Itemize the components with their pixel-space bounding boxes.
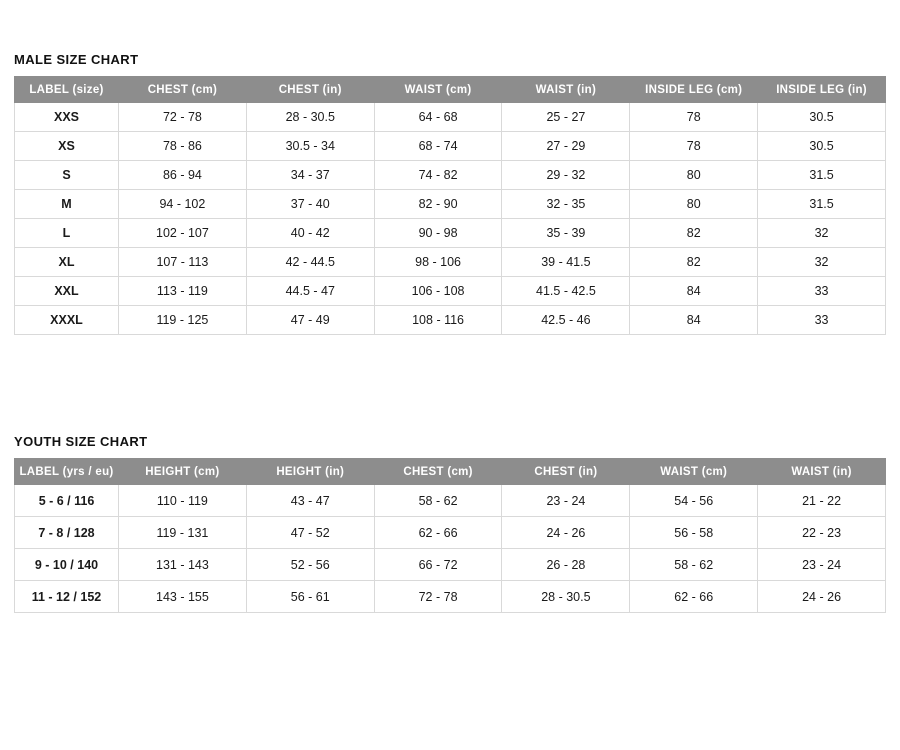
cell-inside-leg-cm: 84 [630,306,758,335]
cell-chest-in: 42 - 44.5 [246,248,374,277]
cell-waist-cm: 74 - 82 [374,161,502,190]
cell-waist-cm: 108 - 116 [374,306,502,335]
cell-inside-leg-in: 31.5 [758,161,886,190]
table-row [15,549,886,581]
row-label: 5 - 6 / 116 [15,485,119,517]
cell-inside-leg-cm: 80 [630,190,758,219]
cell-inside-leg-in: 30.5 [758,132,886,161]
table-row [15,517,886,549]
cell-waist-in: 27 - 29 [502,132,630,161]
cell-height-cm: 143 - 155 [119,581,247,613]
youth-size-table [14,458,886,613]
youth-chart-title: YOUTH SIZE CHART [14,434,148,449]
cell-waist-in: 25 - 27 [502,103,630,132]
cell-chest-cm: 78 - 86 [119,132,247,161]
cell-inside-leg-cm: 78 [630,132,758,161]
table-row [15,161,886,190]
cell-waist-cm: 90 - 98 [374,219,502,248]
cell-inside-leg-cm: 78 [630,103,758,132]
cell-height-cm: 131 - 143 [119,549,247,581]
column-header-inside-leg-cm: INSIDE LEG (cm) [630,77,758,103]
cell-chest-cm: 107 - 113 [119,248,247,277]
male-size-chart-block [14,52,886,335]
cell-waist-in: 23 - 24 [758,549,886,581]
table-row [15,277,886,306]
row-label: 9 - 10 / 140 [15,549,119,581]
cell-chest-cm: 113 - 119 [119,277,247,306]
cell-height-in: 56 - 61 [246,581,374,613]
cell-waist-in: 29 - 32 [502,161,630,190]
cell-inside-leg-cm: 82 [630,248,758,277]
cell-chest-cm: 72 - 78 [119,103,247,132]
column-header-height-in: HEIGHT (in) [246,459,374,485]
cell-waist-in: 32 - 35 [502,190,630,219]
table-row [15,306,886,335]
cell-chest-in: 34 - 37 [246,161,374,190]
male-table-header [15,77,886,103]
cell-chest-in: 28 - 30.5 [246,103,374,132]
column-header-inside-leg-in: INSIDE LEG (in) [758,77,886,103]
cell-waist-cm: 98 - 106 [374,248,502,277]
cell-waist-cm: 56 - 58 [630,517,758,549]
cell-waist-in: 21 - 22 [758,485,886,517]
column-header-waist-cm: WAIST (cm) [630,459,758,485]
cell-inside-leg-in: 31.5 [758,190,886,219]
column-header-chest-cm: CHEST (cm) [374,459,502,485]
cell-waist-in: 22 - 23 [758,517,886,549]
cell-waist-cm: 106 - 108 [374,277,502,306]
cell-waist-in: 42.5 - 46 [502,306,630,335]
cell-height-in: 52 - 56 [246,549,374,581]
cell-chest-in: 40 - 42 [246,219,374,248]
male-size-table [14,76,886,335]
cell-chest-cm: 58 - 62 [374,485,502,517]
cell-waist-in: 41.5 - 42.5 [502,277,630,306]
cell-chest-in: 47 - 49 [246,306,374,335]
row-label: XL [15,248,119,277]
column-header-chest-in: CHEST (in) [246,77,374,103]
cell-chest-cm: 62 - 66 [374,517,502,549]
column-header-label: LABEL (size) [15,77,119,103]
cell-waist-cm: 64 - 68 [374,103,502,132]
table-row [15,485,886,517]
cell-chest-in: 28 - 30.5 [502,581,630,613]
table-row [15,132,886,161]
cell-chest-in: 26 - 28 [502,549,630,581]
cell-chest-in: 23 - 24 [502,485,630,517]
row-label: 7 - 8 / 128 [15,517,119,549]
column-header-chest-in: CHEST (in) [502,459,630,485]
cell-waist-cm: 82 - 90 [374,190,502,219]
cell-waist-in: 35 - 39 [502,219,630,248]
row-label: XXXL [15,306,119,335]
cell-chest-cm: 86 - 94 [119,161,247,190]
cell-inside-leg-cm: 80 [630,161,758,190]
cell-chest-cm: 119 - 125 [119,306,247,335]
youth-table-header [15,459,886,485]
table-row [15,581,886,613]
cell-chest-in: 37 - 40 [246,190,374,219]
column-header-waist-in: WAIST (in) [758,459,886,485]
cell-height-in: 43 - 47 [246,485,374,517]
row-label: 11 - 12 / 152 [15,581,119,613]
column-header-waist-cm: WAIST (cm) [374,77,502,103]
column-header-chest-cm: CHEST (cm) [119,77,247,103]
cell-chest-cm: 66 - 72 [374,549,502,581]
male-table-body [15,103,886,335]
cell-waist-in: 24 - 26 [758,581,886,613]
cell-waist-cm: 68 - 74 [374,132,502,161]
column-header-waist-in: WAIST (in) [502,77,630,103]
table-row [15,219,886,248]
cell-waist-cm: 62 - 66 [630,581,758,613]
column-header-height-cm: HEIGHT (cm) [119,459,247,485]
cell-chest-in: 24 - 26 [502,517,630,549]
table-header-row [15,77,886,103]
cell-chest-in: 30.5 - 34 [246,132,374,161]
row-label: XXS [15,103,119,132]
cell-waist-cm: 58 - 62 [630,549,758,581]
cell-height-cm: 119 - 131 [119,517,247,549]
table-header-row [15,459,886,485]
cell-inside-leg-in: 32 [758,248,886,277]
cell-inside-leg-in: 32 [758,219,886,248]
cell-inside-leg-cm: 84 [630,277,758,306]
cell-inside-leg-in: 30.5 [758,103,886,132]
row-label: L [15,219,119,248]
table-row [15,248,886,277]
cell-chest-in: 44.5 - 47 [246,277,374,306]
cell-height-cm: 110 - 119 [119,485,247,517]
row-label: M [15,190,119,219]
cell-inside-leg-cm: 82 [630,219,758,248]
row-label: XS [15,132,119,161]
youth-table-body [15,485,886,613]
cell-waist-in: 39 - 41.5 [502,248,630,277]
table-row [15,190,886,219]
cell-inside-leg-in: 33 [758,306,886,335]
row-label: XXL [15,277,119,306]
cell-inside-leg-in: 33 [758,277,886,306]
cell-waist-cm: 54 - 56 [630,485,758,517]
cell-height-in: 47 - 52 [246,517,374,549]
cell-chest-cm: 72 - 78 [374,581,502,613]
table-row [15,103,886,132]
male-chart-title: MALE SIZE CHART [14,52,139,67]
row-label: S [15,161,119,190]
youth-size-chart-block [14,434,886,613]
column-header-label: LABEL (yrs / eu) [15,459,119,485]
cell-chest-cm: 94 - 102 [119,190,247,219]
cell-chest-cm: 102 - 107 [119,219,247,248]
